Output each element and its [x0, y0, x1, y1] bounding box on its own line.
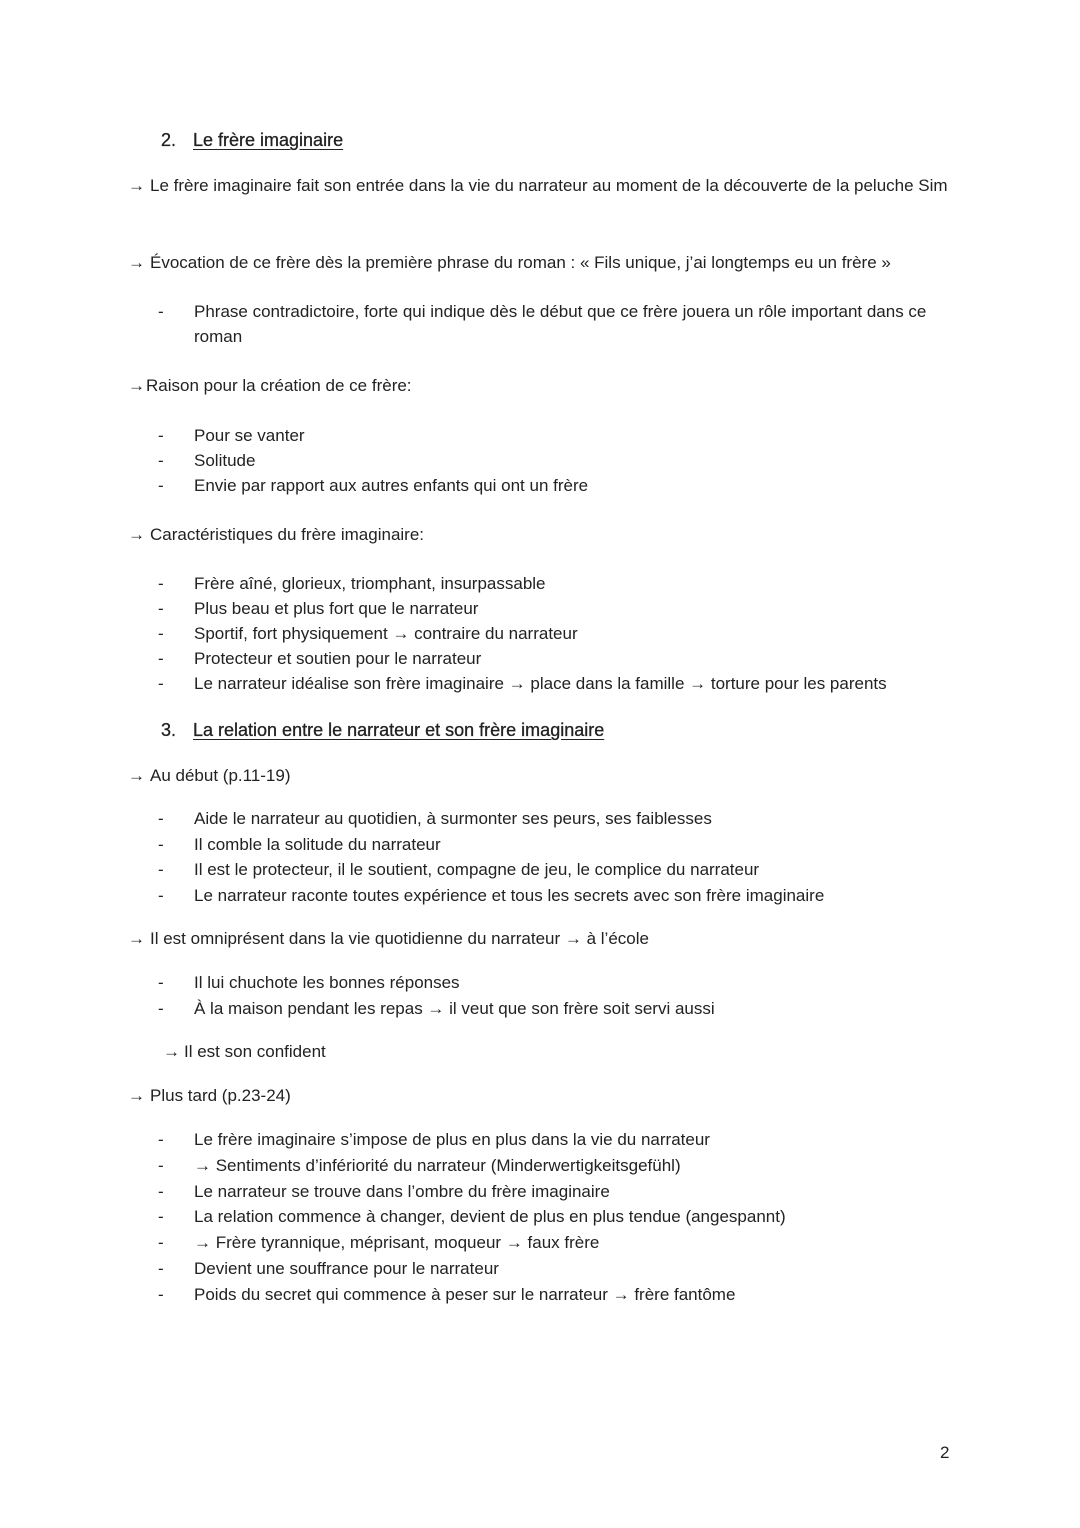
arrow-icon: →: [128, 766, 145, 785]
arrow-icon: →: [128, 525, 145, 544]
tard-paragraph: [128, 1083, 958, 1108]
list-item: - Plus beau et plus fort que le narrateur: [158, 599, 479, 618]
caract-list: [158, 571, 958, 696]
omni-list: [158, 970, 958, 1021]
tard-heading: Plus tard (p.23-24): [150, 1086, 291, 1105]
evocation-text: Évocation de ce frère dès la première phrase du roman : « Fils unique, j’ai longtemps eu un frère »: [150, 253, 891, 272]
arrow-icon: →: [163, 1042, 180, 1061]
arrow-icon: →: [128, 1086, 145, 1105]
arrow-icon: →: [128, 253, 145, 272]
dash-bullet: -: [158, 302, 164, 321]
section-number: 3.: [161, 720, 177, 740]
list-item: - Le narrateur idéalise son frère imaginaire → place dans la famille → torture pour les parents: [158, 674, 887, 693]
list-item: - → Sentiments d’infériorité du narrateur (Minderwertigkeitsgefühl): [158, 1155, 681, 1175]
list-item: - Envie par rapport aux autres enfants qui ont un frère: [158, 476, 589, 495]
section-3-heading: [161, 718, 604, 743]
list-item: - Aide le narrateur au quotidien, à surmonter ses peurs, ses faiblesses: [158, 809, 712, 828]
list-item: - Pour se vanter: [158, 426, 305, 445]
list-item: - Le narrateur se trouve dans l’ombre du frère imaginaire: [158, 1181, 610, 1201]
caract-heading: Caractéristiques du frère imaginaire:: [150, 525, 425, 544]
list-item: - Il comble la solitude du narrateur: [158, 834, 441, 854]
confident-text: Il est son confident: [184, 1042, 326, 1061]
list-item: - Devient une souffrance pour le narrateur: [158, 1258, 499, 1278]
list-item: - Phrase contradictoire, forte qui indique dès le début que ce frère jouera un rôle important dans ce roman: [158, 299, 958, 349]
page-number: 2: [940, 1443, 950, 1462]
debut-paragraph: [128, 763, 958, 788]
intro-text: Le frère imaginaire fait son entrée dans la vie du narrateur au moment de la découverte de la peluche Sim: [150, 176, 948, 195]
list-item: - À la maison pendant les repas → il veut que son frère soit servi aussi: [158, 998, 715, 1018]
caract-paragraph: [128, 522, 958, 547]
intro-paragraph: [128, 173, 958, 198]
list-item: - Il lui chuchote les bonnes réponses: [158, 973, 460, 992]
arrow-icon: →: [128, 176, 145, 195]
tard-list: [158, 1127, 958, 1308]
raison-list: [158, 423, 958, 498]
list-item: - Solitude: [158, 451, 256, 470]
section-title: Le frère imaginaire: [193, 130, 344, 150]
list-item: - → Frère tyrannique, méprisant, moqueur → faux frère: [158, 1233, 600, 1253]
debut-heading: Au début (p.11-19): [150, 766, 291, 785]
arrow-icon: →: [128, 929, 145, 948]
section-number: 2.: [161, 130, 177, 150]
list-item: - Sportif, fort physiquement → contraire du narrateur: [158, 624, 578, 643]
list-item: - Poids du secret qui commence à peser sur le narrateur → frère fantôme: [158, 1284, 736, 1304]
debut-list: [158, 806, 958, 908]
list-item: - La relation commence à changer, devient de plus en plus tendue (angespannt): [158, 1207, 786, 1227]
raison-paragraph: [128, 373, 958, 398]
section-2-heading: [161, 128, 343, 153]
list-item: - Protecteur et soutien pour le narrateur: [158, 649, 482, 668]
list-item: - Le frère imaginaire s’impose de plus en plus dans la vie du narrateur: [158, 1130, 710, 1149]
omni-heading: Il est omniprésent dans la vie quotidienne du narrateur → à l’école: [150, 929, 649, 948]
section-title: La relation entre le narrateur et son frère imaginaire: [193, 720, 605, 740]
omni-paragraph: [128, 926, 958, 951]
evocation-paragraph: [128, 250, 958, 275]
list-item: - Le narrateur raconte toutes expérience et tous les secrets avec son frère imaginaire: [158, 885, 825, 905]
list-item: - Frère aîné, glorieux, triomphant, insurpassable: [158, 574, 546, 593]
arrow-icon: →: [128, 376, 145, 395]
list-item: - Il est le protecteur, il le soutient, compagne de jeu, le complice du narrateur: [158, 860, 760, 879]
raison-heading: Raison pour la création de ce frère:: [146, 376, 412, 395]
evocation-list: [158, 299, 958, 349]
confident-line: [163, 1039, 993, 1064]
